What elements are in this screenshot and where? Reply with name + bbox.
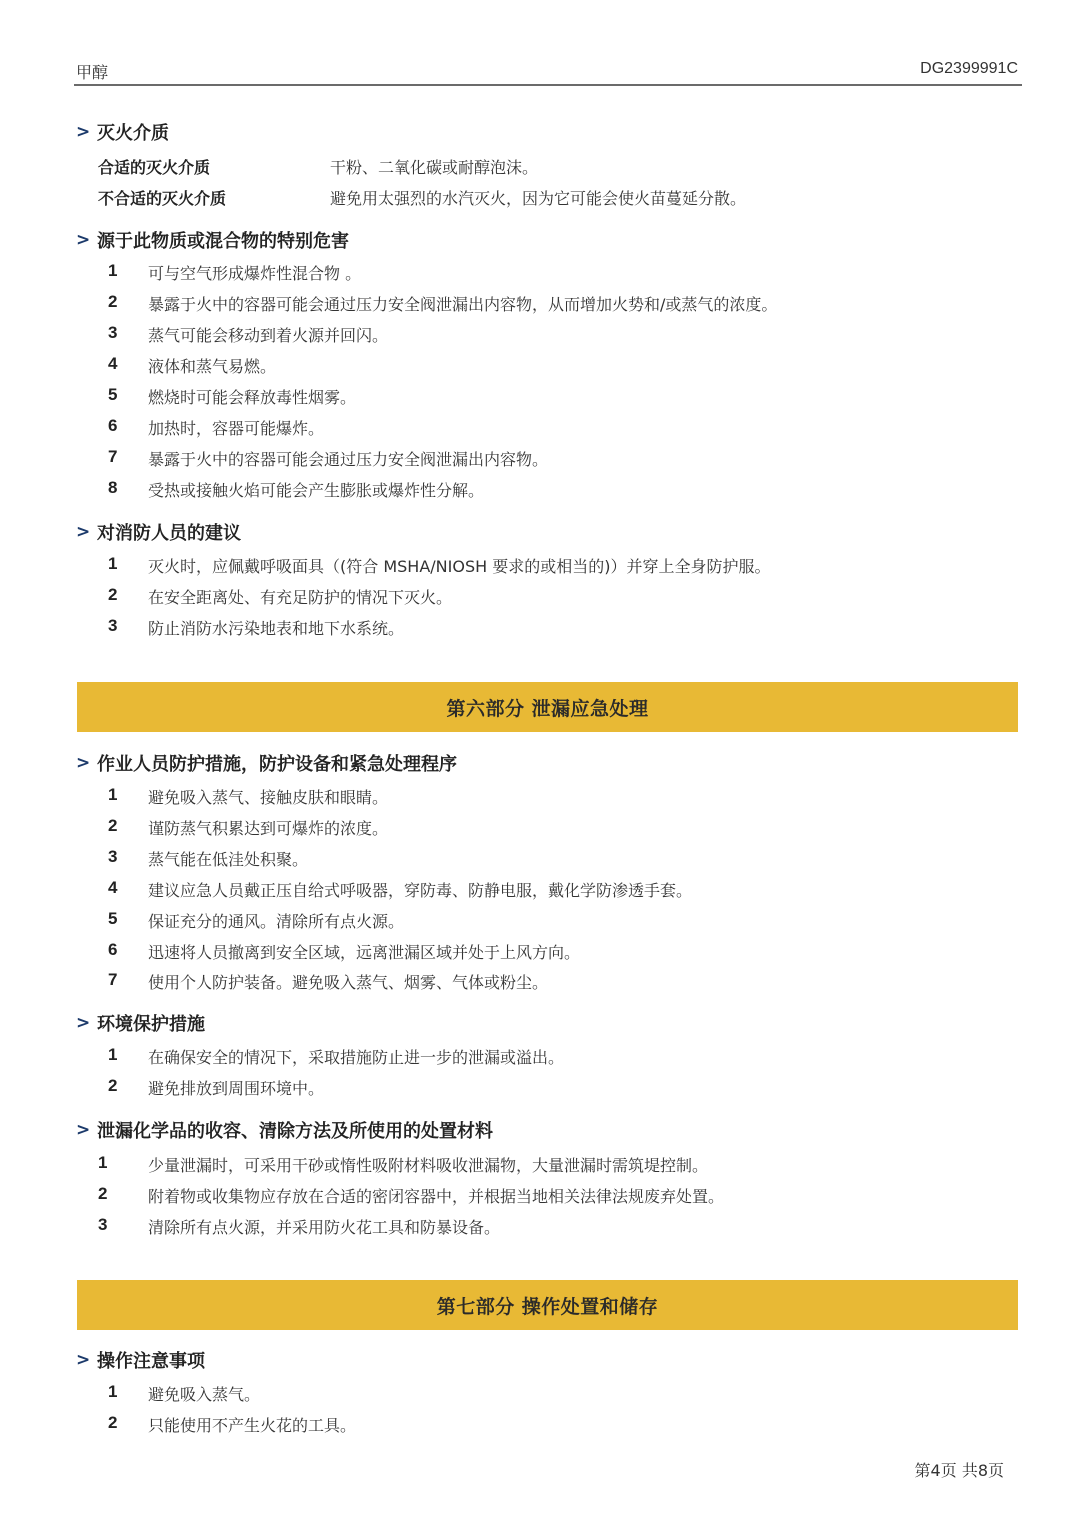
item-text: 暴露于火中的容器可能会通过压力安全阀泄漏出内容物。: [148, 450, 549, 469]
list-item: [108, 447, 548, 470]
chevron-right-icon: >: [76, 229, 91, 250]
section-heading-environmental: [76, 1010, 205, 1036]
list-item: [108, 940, 580, 963]
section-heading-label: 对消防人员的建议: [97, 523, 241, 544]
unsuitable-media-value: 避免用太强烈的水汽灭火，因为它可能会使火苗蔓延分散。: [330, 189, 747, 208]
section-heading-label: 作业人员防护措施，防护设备和紧急处理程序: [97, 754, 457, 775]
item-text: 可与空气形成爆炸性混合物 。: [148, 264, 362, 283]
section-heading-firefighter-advice: [76, 519, 241, 545]
item-text: 液体和蒸气易燃。: [148, 357, 277, 376]
document-title: 甲醇: [76, 63, 109, 82]
list-item: [108, 292, 777, 315]
list-item: [108, 847, 308, 870]
item-number: 2: [108, 292, 118, 311]
section-heading-label: 泄漏化学品的收容、清除方法及所使用的处置材料: [97, 1121, 493, 1142]
page-number: 第4页 共8页: [914, 1461, 1004, 1480]
item-text: 清除所有点火源，并采用防火花工具和防暴设备。: [148, 1218, 501, 1237]
item-number: 1: [108, 261, 118, 280]
unsuitable-media-row: [98, 186, 746, 209]
list-item: [108, 1045, 564, 1068]
item-number: 5: [108, 909, 118, 928]
chevron-right-icon: >: [76, 1012, 91, 1033]
chevron-right-icon: >: [76, 1349, 91, 1370]
header-divider: [74, 84, 1022, 86]
list-item: [108, 909, 404, 932]
item-text: 附着物或收集物应存放在合适的密闭容器中，并根据当地相关法律法规废弃处置。: [148, 1187, 725, 1206]
item-number: 7: [108, 970, 118, 989]
section-banner-part7: 第七部分 操作处置和储存: [77, 1280, 1018, 1330]
section-heading-personal-precautions: [76, 750, 457, 776]
list-item: [98, 1215, 500, 1238]
list-item: [108, 416, 324, 439]
document-code: DG2399991C: [920, 60, 1018, 77]
section-heading-handling: [76, 1347, 205, 1373]
item-number: 1: [98, 1153, 108, 1172]
item-text: 在安全距离处、有充足防护的情况下灭火。: [148, 588, 453, 607]
section-heading-label: 灭火介质: [97, 123, 169, 144]
item-text: 蒸气可能会移动到着火源并回闪。: [148, 326, 389, 345]
item-text: 在确保安全的情况下，采取措施防止进一步的泄漏或溢出。: [148, 1048, 565, 1067]
list-item: [108, 323, 388, 346]
item-number: 6: [108, 940, 118, 959]
list-item: [108, 585, 452, 608]
item-number: 3: [108, 847, 118, 866]
section-heading-fire-media: [76, 119, 169, 145]
item-text: 受热或接触火焰可能会产生膨胀或爆炸性分解。: [148, 481, 485, 500]
list-item: [98, 1153, 708, 1176]
item-text: 少量泄漏时，可采用干砂或惰性吸附材料吸收泄漏物，大量泄漏时需筑堤控制。: [148, 1156, 709, 1175]
item-text: 避免排放到周围环境中。: [148, 1079, 325, 1098]
item-text: 建议应急人员戴正压自给式呼吸器，穿防毒、防静电服，戴化学防渗透手套。: [148, 881, 693, 900]
section-heading-special-hazards: [76, 227, 349, 253]
chevron-right-icon: >: [76, 121, 91, 142]
list-item: [108, 1076, 324, 1099]
chevron-right-icon: >: [76, 1119, 91, 1140]
unsuitable-media-label: 不合适的灭火介质: [98, 189, 227, 208]
item-number: 1: [108, 554, 118, 573]
item-text: 保证充分的通风。清除所有点火源。: [148, 912, 405, 931]
item-text: 蒸气能在低洼处积聚。: [148, 850, 309, 869]
item-number: 1: [108, 785, 118, 804]
item-text: 燃烧时可能会释放毒性烟雾。: [148, 388, 357, 407]
suitable-media-value: 干粉、二氧化碳或耐醇泡沫。: [330, 158, 539, 177]
item-text: 迅速将人员撤离到安全区域，远离泄漏区域并处于上风方向。: [148, 943, 581, 962]
section-heading-label: 操作注意事项: [97, 1351, 205, 1372]
item-number: 2: [98, 1184, 108, 1203]
item-number: 3: [108, 616, 118, 635]
item-text: 加热时，容器可能爆炸。: [148, 419, 325, 438]
list-item: [108, 616, 404, 639]
item-number: 1: [108, 1382, 118, 1401]
list-item: [108, 354, 276, 377]
item-number: 3: [98, 1215, 108, 1234]
section-banner-part6: 第六部分 泄漏应急处理: [77, 682, 1018, 732]
suitable-media-label: 合适的灭火介质: [98, 158, 211, 177]
list-item: [108, 878, 692, 901]
item-number: 4: [108, 354, 118, 373]
chevron-right-icon: >: [76, 521, 91, 542]
page-header: [76, 56, 1020, 84]
list-item: [108, 478, 484, 501]
item-number: 7: [108, 447, 118, 466]
list-item: [108, 554, 770, 577]
item-number: 2: [108, 1413, 118, 1432]
item-text: 防止消防水污染地表和地下水系统。: [148, 619, 405, 638]
chevron-right-icon: >: [76, 752, 91, 773]
section-heading-label: 环境保护措施: [97, 1014, 205, 1035]
section-heading-containment: [76, 1117, 493, 1143]
item-number: 2: [108, 816, 118, 835]
item-text: 避免吸入蒸气。: [148, 1385, 261, 1404]
section-heading-label: 源于此物质或混合物的特别危害: [97, 231, 349, 252]
list-item: [108, 1382, 260, 1405]
list-item: [108, 970, 548, 993]
item-text: 使用个人防护装备。避免吸入蒸气、烟雾、气体或粉尘。: [148, 973, 549, 992]
suitable-media-row: [98, 155, 538, 178]
item-number: 3: [108, 323, 118, 342]
list-item: [108, 785, 388, 808]
item-text: 只能使用不产生火花的工具。: [148, 1416, 357, 1435]
item-number: 6: [108, 416, 118, 435]
item-number: 5: [108, 385, 118, 404]
item-number: 4: [108, 878, 118, 897]
item-text: 灭火时，应佩戴呼吸面具（(符合 MSHA/NIOSH 要求的或相当的)）并穿上全身防护服。: [148, 557, 771, 576]
item-number: 2: [108, 1076, 118, 1095]
item-text: 暴露于火中的容器可能会通过压力安全阀泄漏出内容物，从而增加火势和/或蒸气的浓度。: [148, 295, 778, 314]
item-text: 谨防蒸气积累达到可爆炸的浓度。: [148, 819, 389, 838]
list-item: [108, 385, 356, 408]
item-number: 2: [108, 585, 118, 604]
item-number: 1: [108, 1045, 118, 1064]
list-item: [108, 816, 388, 839]
item-number: 8: [108, 478, 118, 497]
list-item: [98, 1184, 724, 1207]
item-text: 避免吸入蒸气、接触皮肤和眼睛。: [148, 788, 389, 807]
list-item: [108, 261, 361, 284]
list-item: [108, 1413, 356, 1436]
